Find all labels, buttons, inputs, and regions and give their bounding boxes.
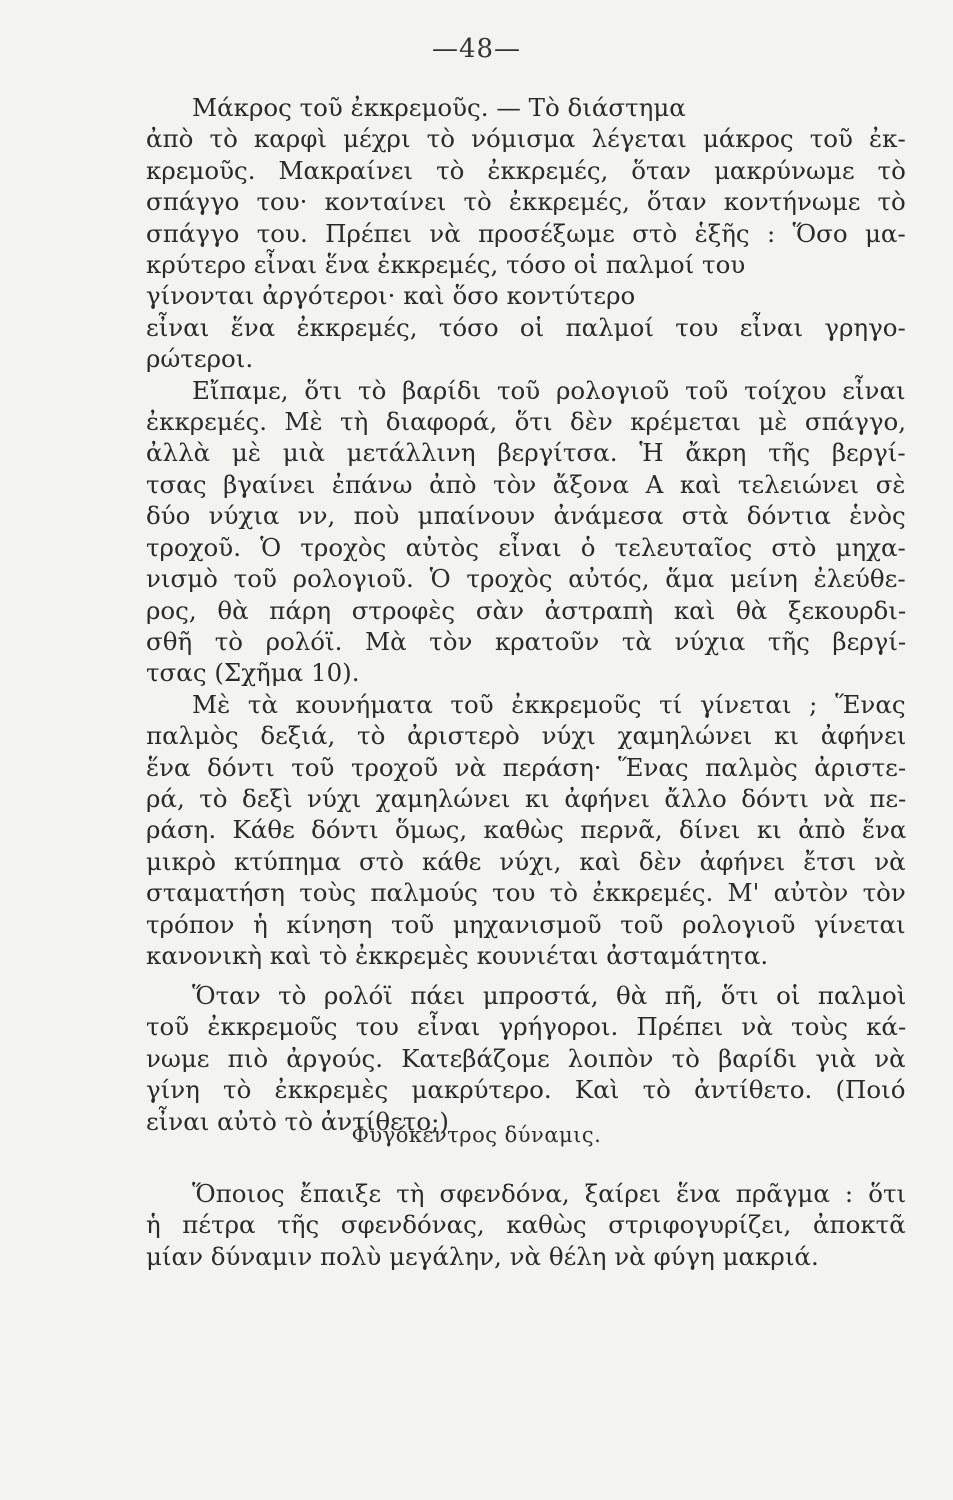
text-line: σπάγγο του· κονταίνει τὸ ἐκκρεμές, ὅταν κοντήνωμε τὸ <box>146 187 906 217</box>
text-line: κρεμοῦς. Μακραίνει τὸ ἐκκρεμές, ὅταν μακρύνωμε τὸ <box>146 155 906 185</box>
text-line: σθῆ τὸ ρολόϊ. Μὰ τὸν κρατοῦν τὰ νύχια τῆς βεργί- <box>146 626 907 656</box>
text-block-clock-adjust <box>146 980 906 1137</box>
text-line: νισμὸ τοῦ ρολογιοῦ. Ὁ τροχὸς αὐτός, ἅμα μείνη ἐλεύθε- <box>146 564 906 594</box>
text-line: Εἴπαμε, ὅτι τὸ βαρίδι τοῦ ρολογιοῦ τοῦ τοίχου εἶναι <box>192 375 906 405</box>
text-line: παλμὸς δεξιά, τὸ ἀριστερὸ νύχι χαμηλώνει κι ἀφήνει <box>146 721 907 751</box>
text-line: γίνονται ἀργότεροι· καὶ ὅσο κοντύτερο <box>146 281 636 311</box>
text-line: μίαν δύναμιν πολὺ μεγάλην, νὰ θέλη νὰ φύγη μακριά. <box>146 1241 819 1271</box>
text-line: ρά, τὸ δεξὶ νύχι χαμηλώνει κι ἀφήνει ἄλλο δόντι νὰ πε- <box>146 783 907 813</box>
text-line: τοῦ ἐκκρεμοῦς του εἶναι γρήγοροι. Πρέπει νὰ τοὺς κά- <box>146 1012 907 1042</box>
text-line: ἀπὸ τὸ καρφὶ μέχρι τὸ νόμισμα λέγεται μάκρος τοῦ ἐκ- <box>146 124 906 154</box>
text-line: τρόπον ἡ κίνηση τοῦ μηχανισμοῦ τοῦ ρολογιοῦ γίνεται <box>146 909 906 939</box>
text-line: ρος, θὰ πάρη στροφὲς σὰν ἀστραπὴ καὶ θὰ ξεκουρδι- <box>146 595 907 625</box>
page-number: —48— <box>431 34 522 64</box>
text-line: Ὅταν τὸ ρολόϊ πάει μπροστά, θὰ πῆ, ὅτι οἱ παλμοὶ <box>192 981 907 1010</box>
text-line: κρύτερο εἶναι ἕνα ἐκκρεμές, τόσο οἱ παλμοί του <box>146 250 746 280</box>
text-line: τροχοῦ. Ὁ τροχὸς αὐτὸς εἶναι ὁ τελευταῖος στὸ μηχα- <box>146 532 906 562</box>
section-title: Φυγόκεντρος δύναμις. <box>351 1123 602 1147</box>
text-line: ράση. Κάθε δόντι ὅμως, καθὼς περνᾶ, δίνει κι ἀπὸ ἕνα <box>146 815 907 845</box>
text-block-pendulum <box>146 92 906 971</box>
text-line: εἶναι αὐτὸ τὸ ἀντίθετο;) <box>146 1106 449 1136</box>
text-line: σταματήση τοὺς παλμούς του τὸ ἐκκρεμές. Μ' αὐτὸν τὸν <box>146 878 906 908</box>
text-line: κανονικὴ καὶ τὸ ἐκκρεμὲς κουνιέται ἀσταμάτητα. <box>146 940 769 970</box>
text-line: Μάκρος τοῦ ἐκκρεμοῦς. — Τὸ διάστημα <box>192 93 686 122</box>
text-line: τσας βγαίνει ἐπάνω ἀπὸ τὸν ἄξονα Α καὶ τελειώνει σὲ <box>146 469 906 499</box>
text-line: ἀλλὰ μὲ μιὰ μετάλλινη βεργίτσα. Ἡ ἄκρη τῆς βεργί- <box>146 438 906 468</box>
text-line: τσας (Σχῆμα 10). <box>146 658 360 688</box>
text-line: εἶναι ἕνα ἐκκρεμές, τόσο οἱ παλμοί του εἶναι γρηγο- <box>146 312 906 342</box>
text-block-centrifugal <box>146 1178 906 1272</box>
text-line: ἐκκρεμές. Μὲ τὴ διαφορά, ὅτι δὲν κρέμεται μὲ σπάγγο, <box>146 407 907 437</box>
text-line: σπάγγο του. Πρέπει νὰ προσέξωμε στὸ ἑξῆς : Ὅσο μα- <box>146 218 906 248</box>
text-line: δύο νύχια νν, ποὺ μπαίνουν ἀνάμεσα στὰ δόντια ἑνὸς <box>146 501 906 531</box>
text-line: Ὅποιος ἔπαιξε τὴ σφενδόνα, ξαίρει ἕνα πρᾶγμα : ὅτι <box>192 1179 907 1208</box>
text-line: ἕνα δόντι τοῦ τροχοῦ νὰ περάση· Ἕνας παλμὸς ἀριστε- <box>146 752 907 782</box>
text-line: γίνη τὸ ἐκκρεμὲς μακρύτερο. Καὶ τὸ ἀντίθετο. (Ποιό <box>146 1075 906 1105</box>
text-line: μικρὸ κτύπημα στὸ κάθε νύχι, καὶ δὲν ἀφήνει ἔτσι νὰ <box>146 846 906 876</box>
text-line: ἡ πέτρα τῆς σφενδόνας, καθὼς στριφογυρίζει, ἀποκτᾶ <box>146 1210 906 1240</box>
text-line: νωμε πιὸ ἀργούς. Κατεβάζομε λοιπὸν τὸ βαρίδι γιὰ νὰ <box>146 1043 906 1073</box>
text-line: Μὲ τὰ κουνήματα τοῦ ἐκκρεμοῦς τί γίνεται ; Ἕνας <box>192 689 906 719</box>
text-line: ρώτεροι. <box>146 344 254 374</box>
